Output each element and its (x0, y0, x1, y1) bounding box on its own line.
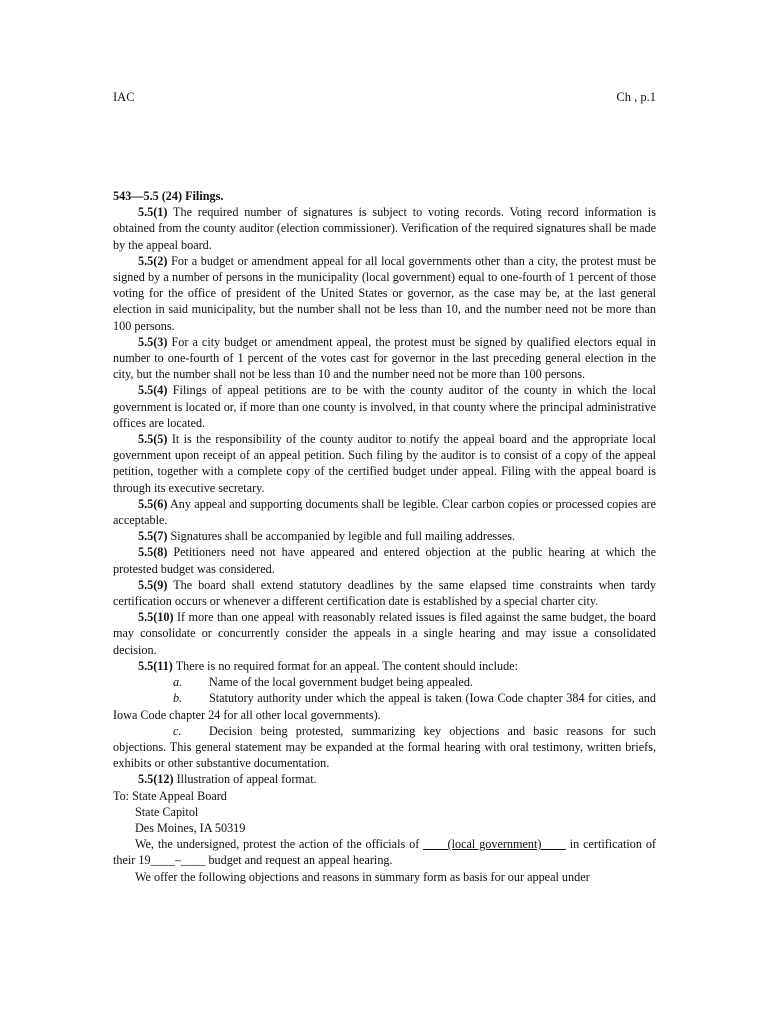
paragraph-number: 5.5(9) (138, 577, 168, 592)
paragraph-5-5-7 (113, 528, 656, 544)
list-item-text: Decision being protested, summarizing key objections and basic reasons for such objections. This general statement may be expanded at the formal hearing with oral testimony, written briefs, exhibits or other substantive documentation. (113, 723, 656, 771)
paragraph-text: Illustration of appeal format. (176, 772, 317, 787)
paragraph-5-5-11 (113, 658, 656, 674)
protest-text-end: in certification of their 19____–____ budget and request an appeal hearing. (113, 837, 656, 868)
paragraph-number: 5.5(7) (138, 529, 168, 544)
paragraph-5-5-5 (113, 431, 656, 496)
paragraph-number: 5.5(4) (138, 383, 168, 398)
paragraph-5-5-2 (113, 253, 656, 334)
paragraph-number: 5.5(1) (138, 205, 168, 220)
paragraph-number: 5.5(8) (138, 545, 168, 560)
paragraph-5-5-1 (113, 204, 656, 253)
paragraph-text: There is no required format for an appeal. The content should include: (175, 658, 518, 673)
list-item-a (113, 674, 656, 690)
address-to: To: State Appeal Board (113, 788, 227, 803)
paragraph-text: For a city budget or amendment appeal, the protest must be signed by qualified electors equal in number to one-fourth of 1 percent of the votes cast for governor in the last preceding general election in the city, but the number shall not be less than 10 and the number need not be more than 100 persons. (113, 334, 657, 382)
paragraph-number: 5.5(11) (138, 658, 173, 673)
paragraph-text: It is the responsibility of the county auditor to notify the appeal board and the appropriate local government upon receipt of an appeal petition. Such filing by the auditor is to consist of a copy of the appeal petition, together with a complete copy of the certified budget under appeal. Filing with the appeal board is through its executive secretary. (113, 432, 656, 495)
rule-title: 543—5.5 (24) Filings. (113, 189, 224, 203)
paragraph-5-5-3 (113, 334, 656, 383)
document-body (113, 188, 656, 885)
paragraph-number: 5.5(10) (138, 610, 174, 625)
paragraph-5-5-4 (113, 382, 656, 431)
paragraph-text: For a budget or amendment appeal for all local governments other than a city, the protest must be signed by a number of persons in the municipality (local government) equal to one-fourth of 1 percent of those voting for the office of president of the United States or governor, as the case may be, at the last general election in said municipality, but the number shall not be less than 10, and the number need not be more than 100 persons. (113, 253, 656, 333)
objections-paragraph: We offer the following objections and reasons in summary form as basis for our appeal under (135, 869, 590, 884)
protest-paragraph (113, 836, 656, 868)
list-marker: b. (173, 691, 183, 706)
list-item-b (113, 690, 656, 722)
list-item-text: Statutory authority under which the appeal is taken (Iowa Code chapter 384 for cities, and Iowa Code chapter 24 for all other local governments). (113, 691, 656, 722)
list-marker: c. (173, 723, 182, 738)
list-item-text: Name of the local government budget being appealed. (209, 675, 473, 690)
paragraph-number: 5.5(3) (138, 334, 168, 349)
paragraph-text: Any appeal and supporting documents shall be legible. Clear carbon copies or processed copies are acceptable. (113, 496, 656, 528)
paragraph-text: The required number of signatures is subject to voting records. Voting record information is obtained from the county auditor (election commissioner). Verification of the required signatures shall be made by the appeal board. (113, 205, 656, 252)
paragraph-number: 5.5(2) (138, 253, 168, 268)
paragraph-text: Petitioners need not have appeared and entered objection at the public hearing at which the protested budget was considered. (113, 545, 656, 576)
paragraph-5-5-12 (113, 771, 656, 787)
protest-text-start: We, the undersigned, protest the action of the officials of (135, 837, 424, 852)
paragraph-number: 5.5(12) (138, 772, 174, 787)
list-item-c (113, 723, 656, 772)
paragraph-number: 5.5(5) (138, 432, 168, 447)
address-line-2: State Capitol (135, 804, 199, 819)
paragraph-5-5-9 (113, 577, 656, 609)
running-header-left: IAC (113, 90, 135, 104)
paragraph-5-5-8 (113, 544, 656, 576)
address-line-3: Des Moines, IA 50319 (135, 820, 246, 835)
paragraph-text: Signatures shall be accompanied by legible and full mailing addresses. (170, 529, 516, 544)
paragraph-5-5-6 (113, 496, 656, 528)
paragraph-5-5-10 (113, 609, 656, 658)
local-government-blank: ____(local government)____ (423, 837, 566, 852)
paragraph-text: The board shall extend statutory deadlines by the same elapsed time constraints when tardy certification occurs or whenever a different certification date is established by a special charter city. (113, 577, 656, 609)
list-marker: a. (173, 675, 183, 690)
paragraph-number: 5.5(6) (138, 496, 168, 511)
paragraph-text: If more than one appeal with reasonably related issues is filed against the same budget, the board may consolidate or concurrently consider the appeals in a single hearing and may issue a consolidated decision. (113, 610, 656, 657)
running-header-right: Ch , p.1 (616, 90, 656, 104)
paragraph-text: Filings of appeal petitions are to be with the county auditor of the county in which the local government is located or, if more than one county is involved, in that county where the principal administrative offices are located. (113, 383, 656, 430)
